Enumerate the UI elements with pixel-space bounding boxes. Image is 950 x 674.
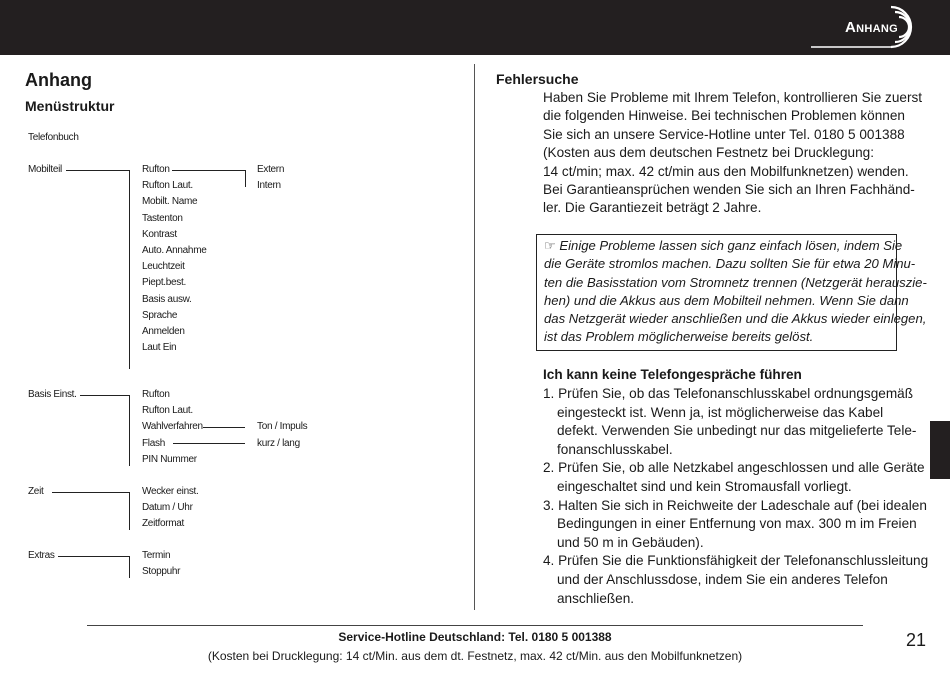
submenu-item: Tastenton (142, 212, 183, 224)
menu-structure-heading: Menüstruktur (25, 98, 115, 114)
connector-line (129, 492, 130, 530)
troubleshooting-heading: Fehlersuche (496, 71, 579, 87)
option-item: Intern (257, 180, 281, 192)
costs-text: (Kosten bei Drucklegung: 14 ct/Min. aus dem dt. Festnetz, max. 42 ct/Min. aus den Mobilfunknetzen) (207, 649, 743, 663)
submenu-item: PIN Nummer (142, 453, 197, 465)
menu-item-extras: Extras (28, 550, 55, 561)
step-line: eingeschaltet sind und kein Stromausfall vorliegt. (557, 478, 852, 494)
submenu-item: Wahlverfahren (142, 421, 203, 433)
tip-line: die Geräte stromlos machen. Dazu sollten Sie für etwa 20 Minu- (544, 256, 916, 272)
connector-line (172, 170, 245, 171)
tip-box (536, 234, 927, 351)
hotline-text: Service-Hotline Deutschland: Tel. 0180 5 001388 (338, 630, 612, 644)
submenu-item: Piept.best. (142, 277, 186, 289)
section-title: Anhang (25, 70, 92, 90)
submenu-item: Rufton (142, 389, 170, 400)
menu-item-basis-einst: Basis Einst. (28, 389, 77, 400)
page-number: 21 (906, 630, 927, 650)
submenu-item: Mobilt. Name (142, 196, 198, 208)
step-line: 1. Prüfen Sie, ob das Telefonanschlusskabel ordnungsgemäß (543, 386, 914, 401)
option-item: Ton / Impuls (257, 421, 308, 433)
connector-line (245, 170, 246, 187)
connector-line (129, 170, 130, 369)
submenu-item: Datum / Uhr (142, 502, 193, 514)
intro-line: 14 ct/min; max. 42 ct/min aus den Mobilfunknetzen) wenden. (543, 163, 909, 179)
step-line: 3. Halten Sie sich in Reichweite der Ladeschale auf (bei idealen (543, 497, 927, 513)
pointing-hand-icon: ☞ (544, 238, 556, 253)
submenu-item: Rufton (142, 164, 170, 175)
badge-label: Anhang (845, 19, 898, 36)
submenu-item: Rufton Laut. (142, 405, 193, 417)
submenu-item: Laut Ein (142, 342, 177, 354)
submenu-item: Wecker einst. (142, 486, 199, 497)
step-line: fonanschlusskabel. (557, 441, 673, 457)
chapter-tab (930, 421, 950, 479)
option-item: Extern (257, 164, 285, 175)
submenu-item: Stoppuhr (142, 566, 181, 578)
step-line: eingesteckt ist. Wenn ja, ist möglicherweise das Kabel (557, 404, 884, 420)
tip-line: das Netzgerät wieder anschließen und die Akkus wieder einlegen, (544, 311, 927, 327)
intro-line: ler. Die Garantiezeit beträgt 2 Jahre. (543, 200, 762, 216)
intro-line: Bei Garantieansprüchen wenden Sie sich an Ihren Fachhänd- (543, 182, 915, 198)
tip-line: ten die Basisstation vom Stromnetz trennen (Netzgerät herauszie- (544, 274, 927, 290)
step-line: 2. Prüfen Sie, ob alle Netzkabel angeschlossen und alle Geräte (543, 460, 925, 476)
step-line: anschließen. (557, 590, 635, 606)
submenu-item: Leuchtzeit (142, 261, 185, 273)
step-line: und der Anschlussdose, indem Sie ein anderes Telefon (557, 571, 888, 587)
submenu-item: Auto. Annahme (142, 245, 207, 256)
submenu-item: Rufton Laut. (142, 180, 193, 192)
connector-line (173, 443, 245, 444)
menu-item-telefonbuch: Telefonbuch (28, 132, 79, 143)
step-line: und 50 m in Gebäuden). (557, 534, 704, 550)
intro-paragraph (543, 89, 923, 218)
submenu-item: Termin (142, 550, 171, 561)
footer-rule (87, 625, 863, 626)
anhang-badge (811, 3, 936, 51)
steps-list (543, 385, 929, 608)
column-divider (474, 64, 475, 610)
intro-line: die folgenden Hinweise. Bei technischen Problemen können (543, 108, 905, 124)
submenu-item: Flash (142, 437, 165, 449)
intro-line: (Kosten aus dem deutschen Festnetz bei Drucklegung: (543, 145, 874, 161)
step-line: 4. Prüfen Sie die Funktionsfähigkeit der Telefonanschlussleitung (543, 553, 929, 569)
connector-line (52, 492, 130, 493)
option-item: kurz / lang (257, 437, 300, 449)
connector-line (203, 427, 245, 428)
tip-line: ist das Problem möglicherweise bereits gelöst. (544, 329, 814, 345)
problem-heading: Ich kann keine Telefongespräche führen (543, 367, 802, 382)
connector-line (66, 170, 130, 171)
submenu-item: Basis ausw. (142, 293, 192, 305)
connector-line (129, 556, 130, 578)
intro-line: Haben Sie Probleme mit Ihrem Telefon, kontrollieren Sie zuerst (543, 90, 923, 105)
tip-line: hen) und die Akkus aus dem Mobilteil nehmen. Wenn Sie dann (544, 292, 909, 308)
submenu-item: Sprache (142, 309, 178, 321)
connector-line (80, 395, 130, 396)
menu-item-mobilteil: Mobilteil (28, 164, 62, 175)
intro-line: Sie sich an unsere Service-Hotline unter Tel. 0180 5 001388 (543, 126, 905, 142)
connector-line (58, 556, 130, 557)
header-bar (0, 0, 950, 55)
tip-line: Einige Probleme lassen sich ganz einfach lösen, indem Sie (559, 238, 903, 253)
step-line: Bedingungen in einer Entfernung von max. 300 m im Freien (557, 516, 917, 532)
submenu-item: Kontrast (142, 228, 177, 240)
submenu-item: Anmelden (142, 326, 185, 337)
submenu-item: Zeitformat (142, 518, 185, 530)
connector-line (129, 395, 130, 466)
menu-item-zeit: Zeit (28, 486, 44, 497)
step-line: defekt. Verwenden Sie unbedingt nur das mitgelieferte Tele- (557, 423, 917, 439)
